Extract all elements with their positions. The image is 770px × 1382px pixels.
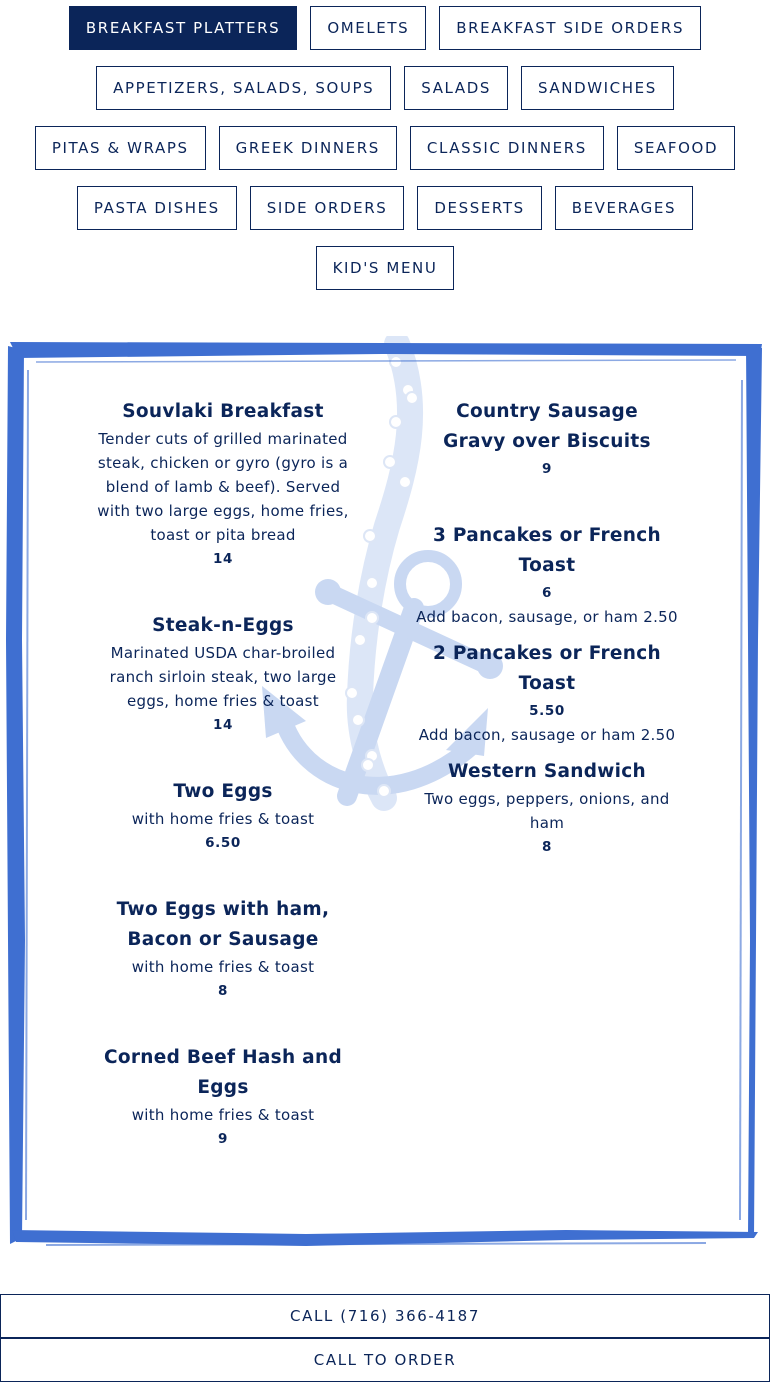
menu-item xyxy=(412,521,682,629)
menu-item-price: 5.50 xyxy=(529,703,565,719)
menu-item-name: Two Eggs xyxy=(173,781,273,802)
menu-item-name: Country Sausage Gravy over Biscuits xyxy=(443,401,651,452)
tab-breakfast-platters[interactable]: BREAKFAST PLATTERS xyxy=(69,6,297,50)
menu-item xyxy=(422,757,672,859)
call-phone-button[interactable]: CALL (716) 366-4187 xyxy=(0,1294,770,1338)
menu-item-price: 9 xyxy=(542,461,552,477)
menu-item xyxy=(90,397,356,571)
menu-item-note: Add bacon, sausage or ham 2.50 xyxy=(418,726,676,744)
menu-item-name: Western Sandwich xyxy=(447,761,647,782)
menu-item-name: Two Eggs with ham, Bacon or Sausage xyxy=(116,899,330,950)
menu-column-right xyxy=(412,0,682,1250)
menu-item-description: with home fries & toast xyxy=(131,958,315,976)
menu-item-price: 14 xyxy=(213,717,233,733)
tab-desserts[interactable]: DESSERTS xyxy=(417,186,541,230)
menu-item xyxy=(90,777,356,855)
call-to-order-button[interactable]: CALL TO ORDER xyxy=(0,1338,770,1382)
menu-item-price: 8 xyxy=(542,839,552,855)
menu-item-name: Souvlaki Breakfast xyxy=(122,401,324,422)
menu-item xyxy=(90,611,356,737)
tab-salads[interactable]: SALADS xyxy=(404,66,508,110)
menu-item xyxy=(103,1043,343,1151)
menu-item-name: 2 Pancakes or French Toast xyxy=(433,643,661,694)
menu-column-left xyxy=(90,0,356,1250)
menu-item-description: with home fries & toast xyxy=(131,1106,315,1124)
menu-item xyxy=(90,895,356,1003)
tab-pasta-dishes[interactable]: PASTA DISHES xyxy=(77,186,237,230)
tab-beverages[interactable]: BEVERAGES xyxy=(555,186,693,230)
menu-item-name: Corned Beef Hash and Eggs xyxy=(104,1047,342,1098)
tab-seafood[interactable]: SEAFOOD xyxy=(617,126,735,170)
menu-item-price: 9 xyxy=(218,1131,228,1147)
menu-item-description: Two eggs, peppers, onions, and ham xyxy=(424,790,670,832)
menu-item xyxy=(424,397,670,481)
menu-item xyxy=(412,639,682,747)
tab-kids-menu[interactable]: KID'S MENU xyxy=(316,246,455,290)
menu-item-name: Steak-n-Eggs xyxy=(152,615,294,636)
tab-sandwiches[interactable]: SANDWICHES xyxy=(521,66,674,110)
menu-item-note: Add bacon, sausage, or ham 2.50 xyxy=(416,608,678,626)
menu-item-name: 3 Pancakes or French Toast xyxy=(433,525,661,576)
menu-item-description: Marinated USDA char-broiled ranch sirloin steak, two large eggs, home fries & toast xyxy=(109,644,337,710)
menu-item-price: 8 xyxy=(218,983,228,999)
tab-omelets[interactable]: OMELETS xyxy=(310,6,426,50)
menu-item-price: 14 xyxy=(213,551,233,567)
tab-appetizers-salads-soups[interactable]: APPETIZERS, SALADS, SOUPS xyxy=(96,66,391,110)
tab-side-orders[interactable]: SIDE ORDERS xyxy=(250,186,405,230)
menu-item-description: Tender cuts of grilled marinated steak, chicken or gyro (gyro is a blend of lamb & beef). Served with two large eggs, home fries, toast or pita bread xyxy=(97,430,349,544)
tab-classic-dinners[interactable]: CLASSIC DINNERS xyxy=(410,126,604,170)
tab-greek-dinners[interactable]: GREEK DINNERS xyxy=(219,126,397,170)
menu-item-price: 6 xyxy=(542,585,552,601)
tab-pitas-wraps[interactable]: PITAS & WRAPS xyxy=(35,126,206,170)
menu-item-price: 6.50 xyxy=(205,835,241,851)
tab-breakfast-side-orders[interactable]: BREAKFAST SIDE ORDERS xyxy=(439,6,701,50)
menu-item-description: with home fries & toast xyxy=(131,810,315,828)
